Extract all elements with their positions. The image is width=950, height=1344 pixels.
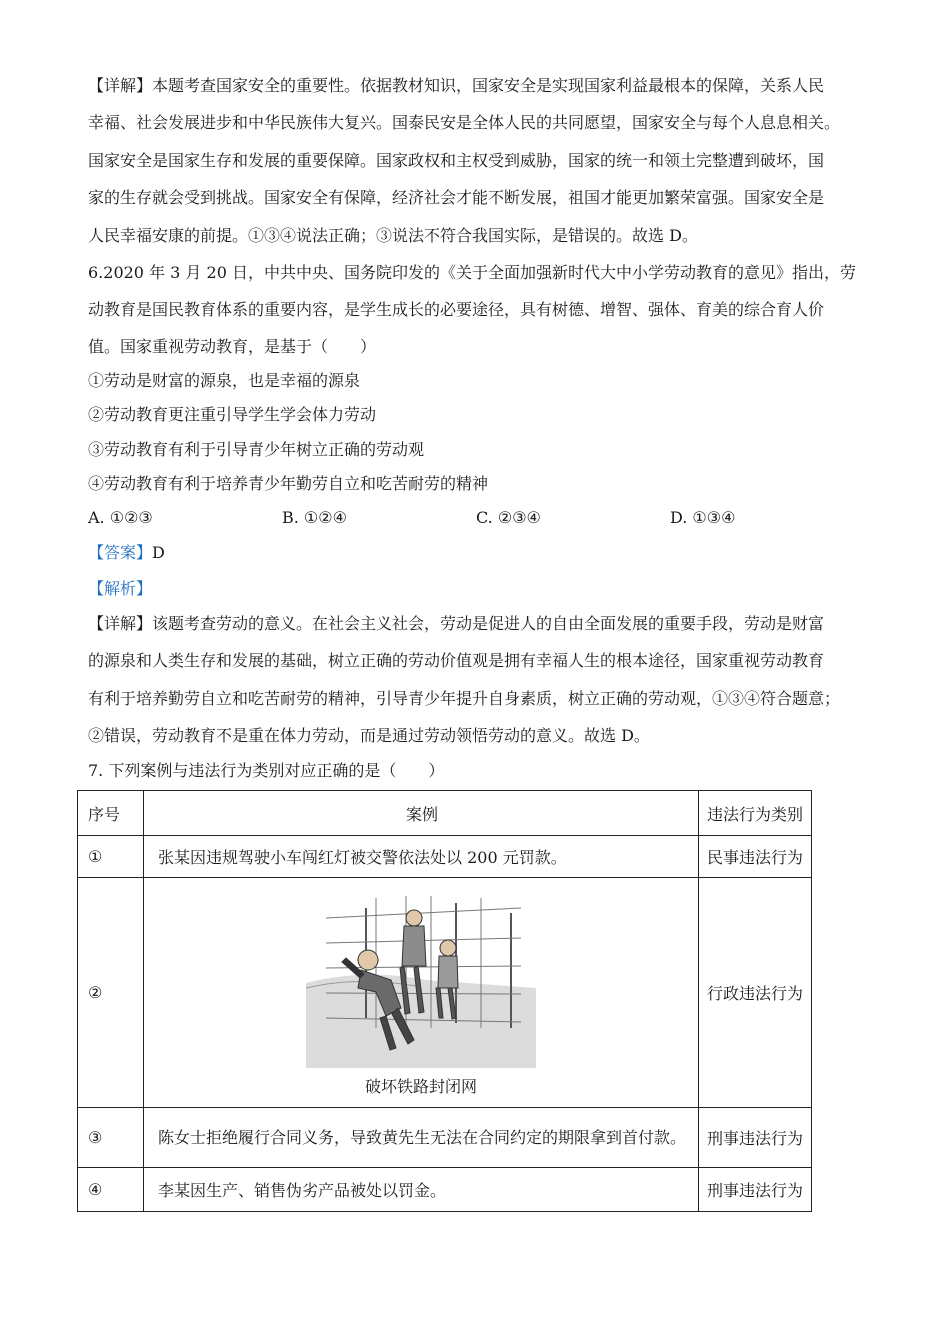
row-no: ① (78, 836, 144, 878)
detail-line-3: 国家安全是国家生存和发展的重要保障。国家政权和主权受到威胁，国家的统一和领土完整遭到破坏，国 (88, 151, 825, 170)
row-case-image (144, 878, 699, 1108)
q6-option-d: D. ①③④ (670, 508, 736, 527)
q6-detail-line-1: 【详解】该题考查劳动的意义。在社会主义社会，劳动是促进人的自由全面发展的重要手段，劳动是财富 (88, 614, 825, 633)
table-header-row (78, 791, 812, 836)
header-type: 违法行为类别 (699, 791, 812, 836)
table-row (78, 1168, 812, 1212)
detail-line-4: 家的生存就会受到挑战。国家安全有保障，经济社会才能不断发展，祖国才能更加繁荣富强。国家安全是 (88, 188, 825, 207)
detail-line-5: 人民幸福安康的前提。①③④说法正确；③说法不符合我国实际，是错误的。故选 D。 (88, 226, 698, 245)
answer-label: 【答案】 (88, 543, 153, 562)
q6-detail-line-4: ②错误，劳动教育不是重在体力劳动，而是通过劳动领悟劳动的意义。故选 D。 (88, 726, 650, 745)
q6-answer (88, 542, 165, 564)
q6-detail-label: 【详解】 (88, 614, 153, 633)
detail-line-2: 幸福、社会发展进步和中华民族伟大复兴。国泰民安是全体人民的共同愿望，国家安全与每个人息息相关。 (88, 113, 841, 132)
illustration-image (306, 888, 536, 1068)
q6-option-a: A. ①②③ (88, 508, 153, 527)
q6-option-b: B. ①②④ (282, 508, 347, 527)
q6-analysis-label: 【解析】 (88, 579, 153, 598)
row-case: 李某因生产、销售伪劣产品被处以罚金。 (144, 1168, 699, 1212)
header-no: 序号 (78, 791, 144, 836)
q6-detail-line-2: 的源泉和人类生存和发展的基础，树立正确的劳动价值观是拥有幸福人生的根本途径，国家重视劳动教育 (88, 651, 825, 670)
q6-statement-1: ①劳动是财富的源泉，也是幸福的源泉 (88, 371, 361, 390)
row-type: 行政违法行为 (699, 878, 812, 1108)
row-type: 刑事违法行为 (699, 1168, 812, 1212)
row-no: ③ (78, 1108, 144, 1168)
table-row (78, 1108, 812, 1168)
q6-option-c: C. ②③④ (476, 508, 541, 527)
row-case: 陈女士拒绝履行合同义务，导致黄先生无法在合同约定的期限拿到首付款。 (144, 1108, 699, 1168)
q6-statement-4: ④劳动教育有利于培养青少年勤劳自立和吃苦耐劳的精神 (88, 474, 489, 493)
row-no: ② (78, 878, 144, 1108)
q6-stem-line-1: 6.2020 年 3 月 20 日，中共中央、国务院印发的《关于全面加强新时代大中小学劳动教育的意见》指出，劳 (88, 263, 856, 282)
header-case: 案例 (144, 791, 699, 836)
row-no: ④ (78, 1168, 144, 1212)
q6-stem-line-3: 值。国家重视劳动教育，是基于（ ） (88, 337, 377, 356)
illustration-caption: 破坏铁路封闭网 (364, 1077, 477, 1096)
q6-detail-line-3: 有利于培养勤劳自立和吃苦耐劳的精神，引导青少年提升自身素质，树立正确的劳动观，①③④符合题意； (88, 689, 841, 708)
railway-fence-illustration (306, 888, 536, 1097)
detail-line-1: 【详解】本题考查国家安全的重要性。依据教材知识，国家安全是实现国家利益最根本的保障，关系人民 (88, 76, 825, 95)
answer-value: D (152, 543, 165, 562)
q7-case-table (77, 790, 812, 1212)
q6-statement-3: ③劳动教育有利于引导青少年树立正确的劳动观 (88, 440, 425, 459)
table-row (78, 878, 812, 1108)
q7-stem: 7. 下列案例与违法行为类别对应正确的是（ ） (88, 761, 445, 780)
table-row (78, 836, 812, 878)
row-case: 张某因违规驾驶小车闯红灯被交警依法处以 200 元罚款。 (144, 836, 699, 878)
q6-stem-line-2: 动教育是国民教育体系的重要内容，是学生成长的必要途径，具有树德、增智、强体、育美的综合育人价 (88, 300, 825, 319)
detail-label: 【详解】 (88, 76, 153, 95)
row-type: 民事违法行为 (699, 836, 812, 878)
q6-statement-2: ②劳动教育更注重引导学生学会体力劳动 (88, 405, 377, 424)
row-type: 刑事违法行为 (699, 1108, 812, 1168)
